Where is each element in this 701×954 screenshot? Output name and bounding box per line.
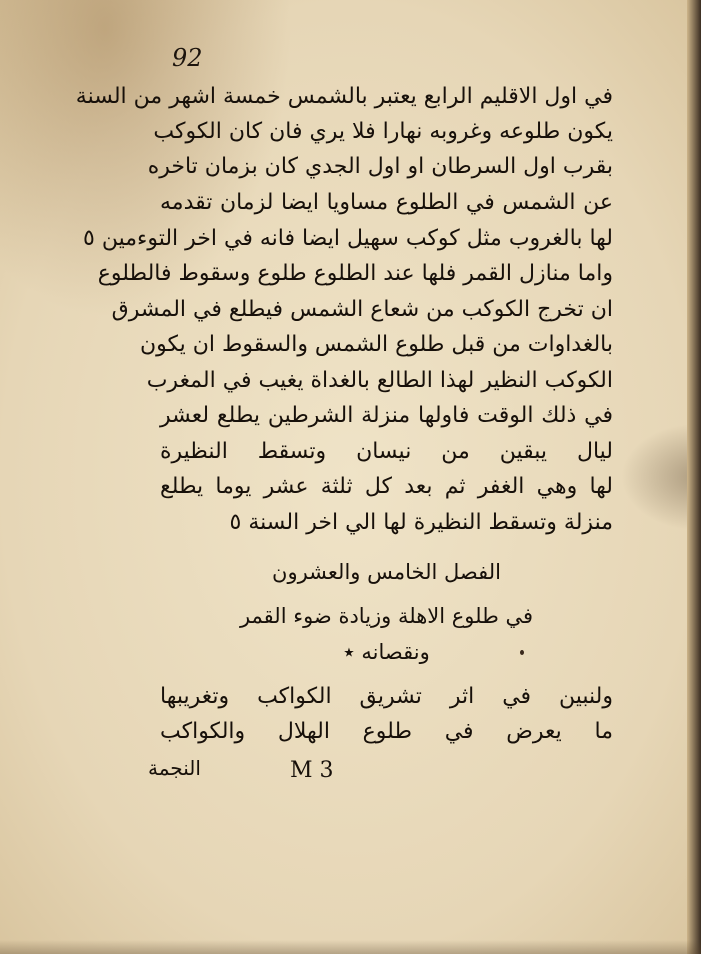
text-line-5: لها بالغروب مثل كوكب سهيل ايضا فانه في اخر التوءمين ٥ [83,226,613,251]
binding-gutter [687,0,701,954]
text-line-11: ليال يبقين من نيسان وتسقط النظيرة [160,439,613,464]
text-line-12: لها وهي الغفر ثم بعد كل ثلثة عشر يوما يطلع [160,474,613,499]
text-line-7: ان تخرج الكوكب من شعاع الشمس فيطلع في المشرق [111,297,613,322]
chapter-subtitle-line-2: ونقصانه ٭ [343,640,430,664]
text-line-6: واما منازل القمر فلها عند الطلوع طلوع وسقوط فالطلوع [97,261,613,286]
ink-speck [520,650,524,655]
text-line-13: منزلة وتسقط النظيرة لها الي اخر السنة ٥ [229,510,613,535]
page-bottom-shadow [0,940,701,954]
text-line-3: بقرب اول السرطان او اول الجدي كان بزمان تاخره [147,154,613,179]
signature-mark: M 3 [290,758,334,783]
chapter-title: الفصل الخامس والعشرون [272,560,501,584]
chapter-subtitle-line-1: في طلوع الاهلة وزيادة ضوء القمر [239,604,534,628]
text-line-8: بالغداوات من قبل طلوع الشمس والسقوط ان يكون [139,332,613,357]
body-line-after-2: ما يعرض في طلوع الهلال والكواكب [160,719,613,744]
catchword: النجمة [148,756,201,780]
text-line-2: يكون طلوعه وغروبه نهارا فلا يري فان كان الكوكب [153,119,613,144]
page-number: 92 [172,44,203,72]
text-line-9: الكوكب النظير لهذا الطالع بالغداة يغيب في المغرب [146,368,613,393]
text-line-1: في اول الاقليم الرابع يعتبر بالشمس خمسة اشهر من السنة [75,84,613,109]
text-line-10: في ذلك الوقت فاولها منزلة الشرطين يطلع لعشر [160,403,613,428]
text-line-4: عن الشمس في الطلوع مساويا ايضا لزمان تقدمه [160,190,613,215]
body-line-after-1: ولنبين في اثر تشريق الكواكب وتغريبها [160,684,613,709]
